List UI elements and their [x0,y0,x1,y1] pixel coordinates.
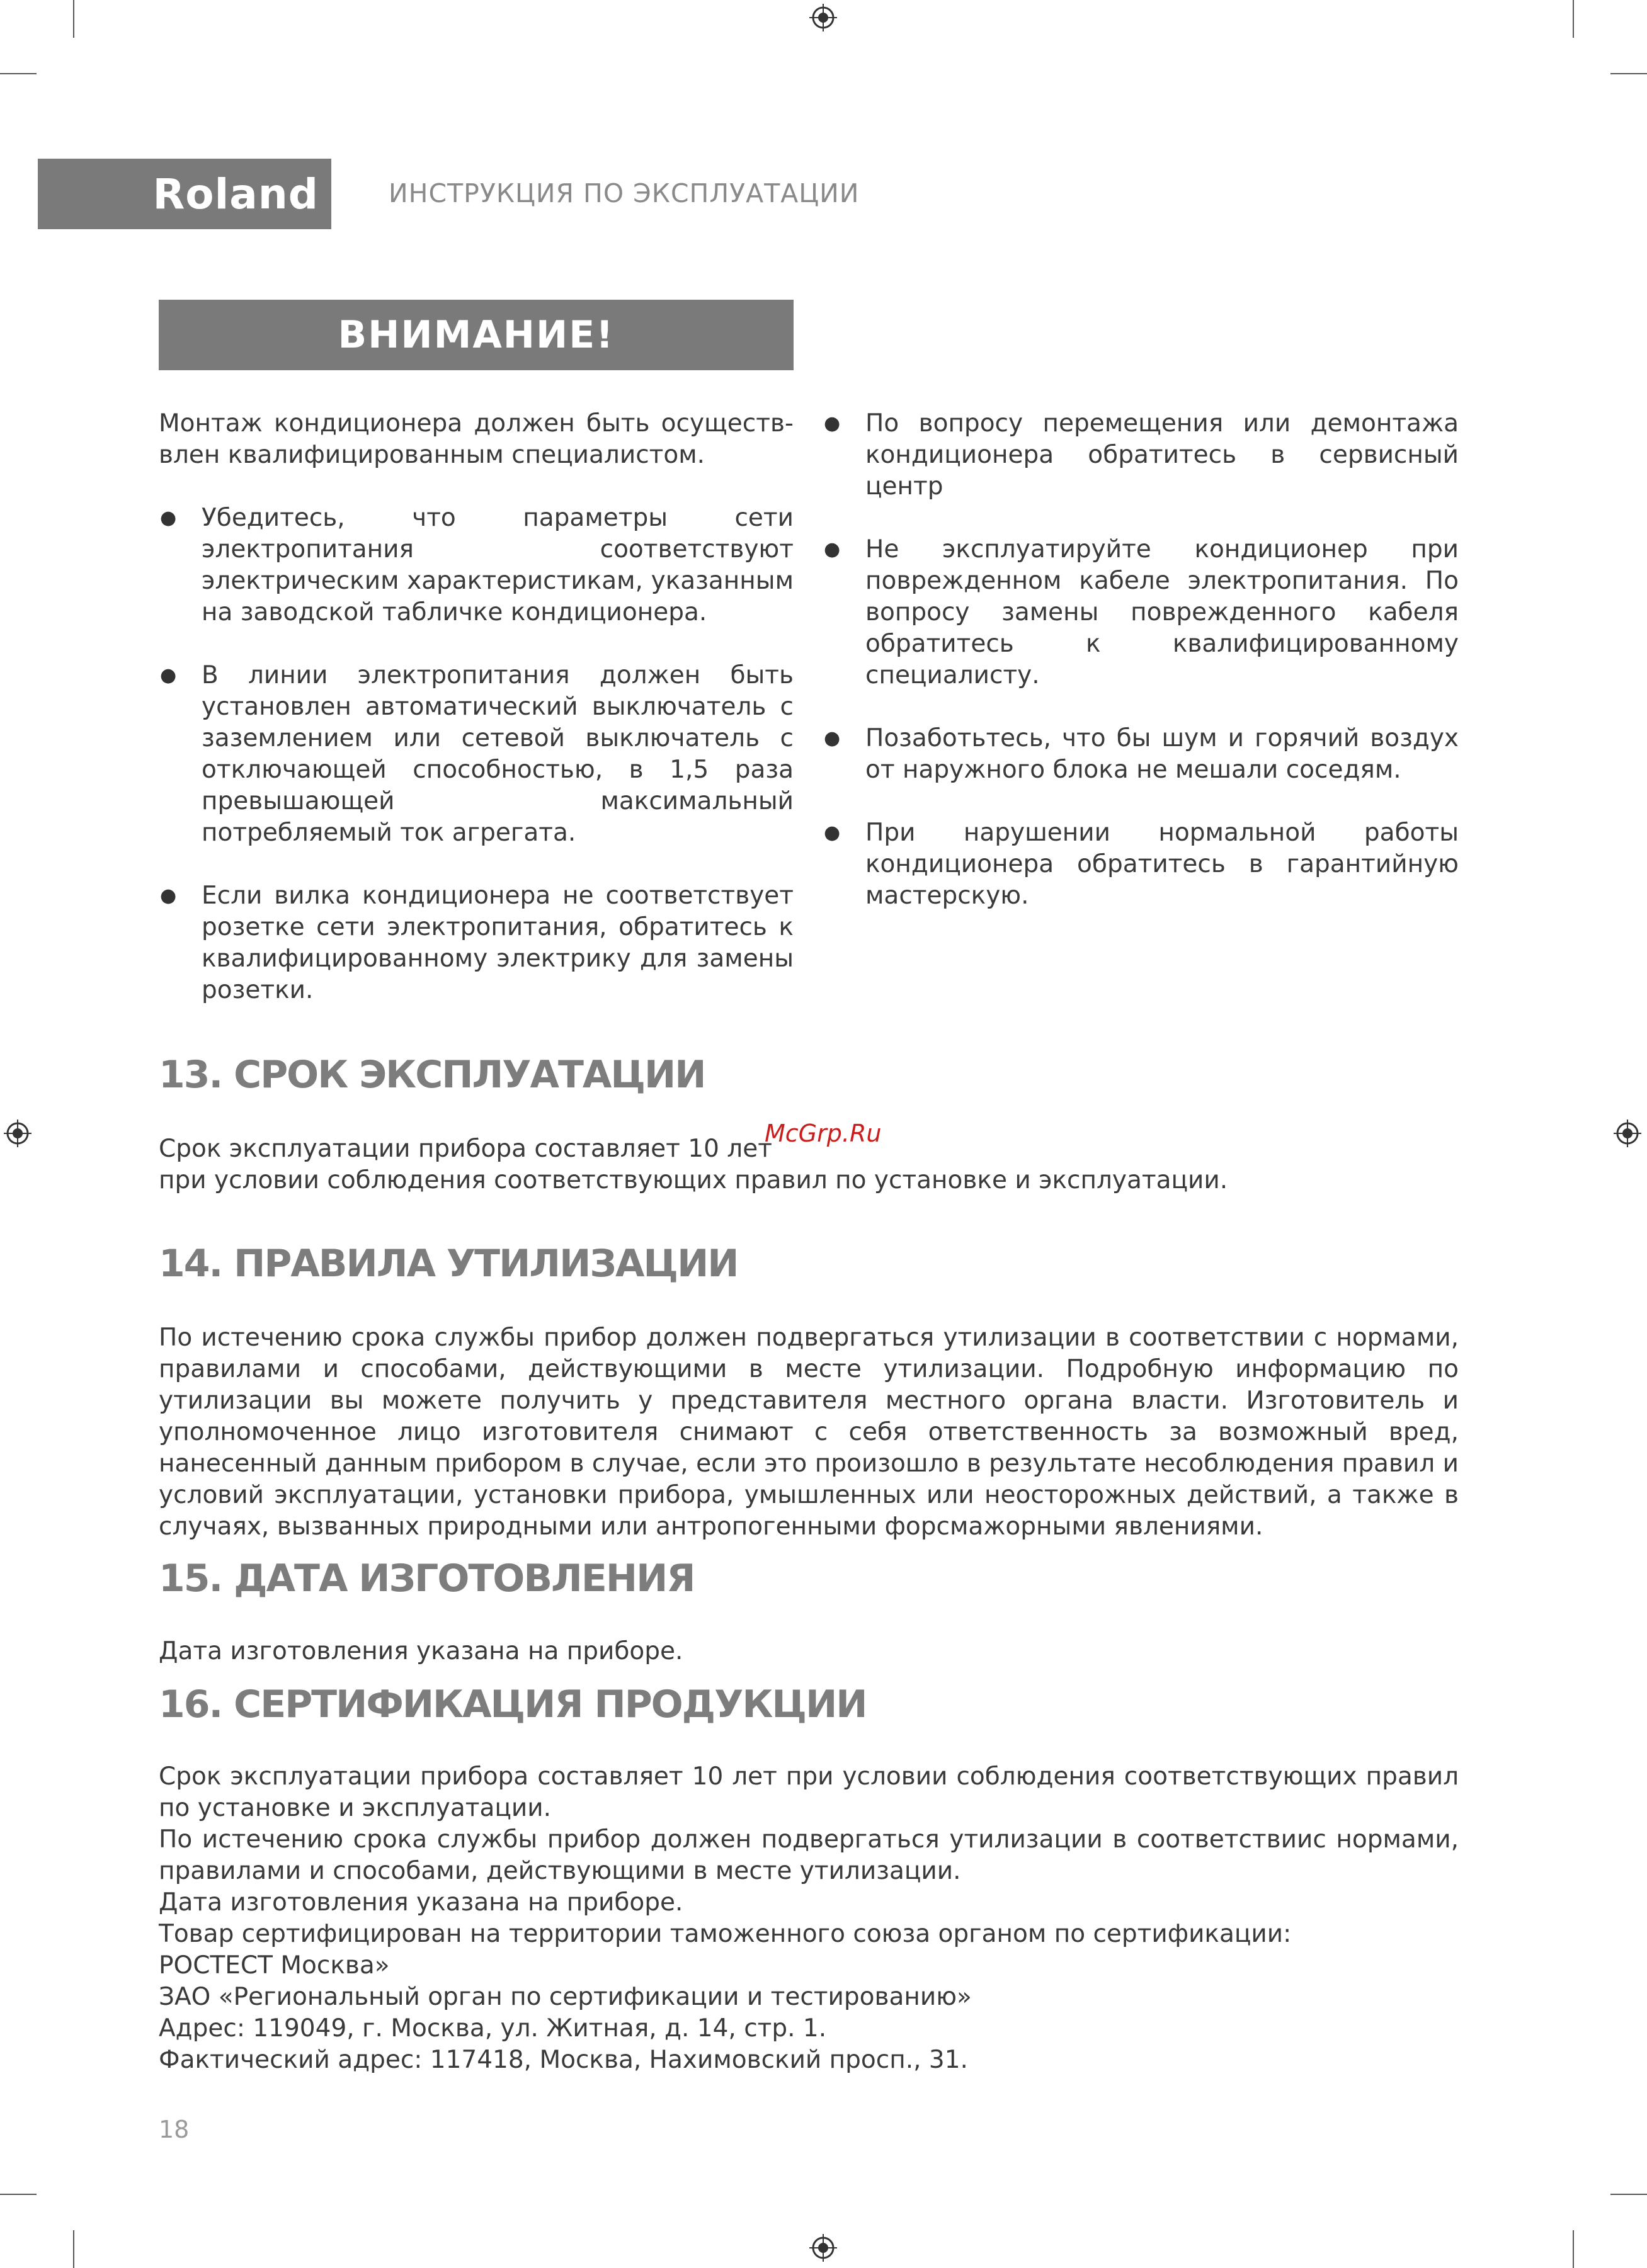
section-15-title: 15. ДАТА ИЗГОТОВЛЕНИЯ [159,1556,695,1601]
crop-mark [0,2194,37,2195]
attention-heading: ВНИМАНИЕ! [338,313,615,357]
registration-mark-icon [4,1120,31,1147]
crop-mark [0,73,37,74]
attention-left-list [159,502,794,1006]
bullet-icon: ● [824,822,841,844]
crop-mark [1573,0,1574,38]
attention-right-list [823,408,1459,912]
page-number: 18 [159,2116,190,2143]
list-item: ● Позаботьтесь, что бы шум и горячий воздух от наружного блока не мешали соседям. [824,724,1459,784]
registration-mark-icon [809,4,837,31]
section-13-line: Срок эксплуатации прибора составляет 10 лет [159,1135,772,1163]
list-item: ● Если вилка кондиционера не соответствует розетке сети электропитания, обратитесь к квалифицированному электрику для замены розетки. [160,882,794,1004]
section-16-text [159,1761,1459,2076]
watermark: McGrp.Ru [765,1120,882,1147]
list-item: ● Не эксплуатируйте кондиционер при поврежденном кабеле электропитания. По вопросу замены поврежденного кабеля обратитесь к квалифицированному специалисту. [824,535,1459,689]
bullet-icon: ● [824,727,841,749]
list-item: ● Убедитесь, что параметры сети электропитания соответствуют электрическим характеристикам, указанным на заводской табличке кондиционера. [160,504,794,627]
bullet-icon: ● [160,664,177,686]
section-16-paragraph: По истечению срока службы прибор должен подвергаться утилизации в соответствиис нормами, правилами и способами, действующими в месте утилизации. [159,1825,1459,1885]
crop-mark [1610,2194,1647,2195]
attention-right-column [823,408,1459,943]
section-16-line: Фактический адрес: 117418, Москва, Нахимовский просп., 31. [159,2046,968,2074]
registration-mark-icon [809,2234,837,2262]
crop-mark [1573,2230,1574,2268]
list-item: ● По вопросу перемещения или демонтажа кондиционера обратитесь в сервисный центр [824,409,1459,501]
list-item: ● В линии электропитания должен быть установлен автоматический выключатель с заземлением или сетевой выключатель с отключающей способностью, в 1,5 раза превышающей максимальный потребляемый ток агрегата. [160,661,794,847]
list-item: ● При нарушении нормальной работы кондиционера обратитесь в гарантийную мастерскую. [824,819,1459,910]
section-14-text: По истечению срока службы прибор должен подвергаться утилизации в соответствии с нормами, правилами и способами, действующими в месте утилизации. Подробную информацию по утилизации вы можете получить у представителя местного органа власти. Изготовитель и уполномоченное лицо изготовителя снимают с себя ответственность за возможный вред, нанесенный данным прибором в случае, если это произошло в результате несоблюдения правил и условий эксплуатации, установки прибора, умышленных или неосторожных действий, а также в случаях, вызванных природными или антропогенными форсмажорными явлениями. [159,1324,1459,1541]
section-16-title: 16. СЕРТИФИКАЦИЯ ПРОДУКЦИИ [159,1682,867,1727]
section-13-title: 13. СРОК ЭКСПЛУАТАЦИИ [159,1053,705,1097]
registration-mark-icon [1614,1120,1641,1147]
document-title: ИНСТРУКЦИЯ ПО ЭКСПЛУАТАЦИИ [389,178,860,208]
section-13-line: при условии соблюдения соответствующих правил по установке и эксплуатации. [159,1166,1228,1194]
attention-left-column [159,408,794,1038]
section-16-line: Дата изготовления указана на приборе. [159,1888,683,1917]
section-16-line: Товар сертифицирован на территории таможенного союза органом по сертификации: [159,1920,1292,1948]
brand-logo [38,159,331,229]
section-16-line: РОСТЕСТ Москва» [159,1951,390,1980]
crop-mark [73,2230,74,2268]
section-16-line: Адрес: 119049, г. Москва, ул. Житная, д. 14, стр. 1. [159,2014,827,2043]
brand-logo-text: Roland [152,169,319,218]
bullet-icon: ● [160,507,177,529]
section-16-paragraph: Срок эксплуатации прибора составляет 10 лет при условии соблюдения соответствующих правил по установке и эксплуатации. [159,1762,1459,1822]
bullet-icon: ● [824,538,841,560]
bullet-icon: ● [824,412,841,434]
crop-mark [73,0,74,38]
section-15-text: Дата изготовления указана на приборе. [159,1637,683,1665]
attention-banner [159,300,794,370]
crop-mark [1610,73,1647,74]
section-14-title: 14. ПРАВИЛА УТИЛИЗАЦИИ [159,1242,738,1286]
bullet-icon: ● [160,885,177,907]
section-16-line: ЗАО «Региональный орган по сертификации и тестированию» [159,1983,972,2011]
attention-intro: Монтаж кондиционера должен быть осуществ-влен квалифицированным специалистом. [159,409,794,469]
